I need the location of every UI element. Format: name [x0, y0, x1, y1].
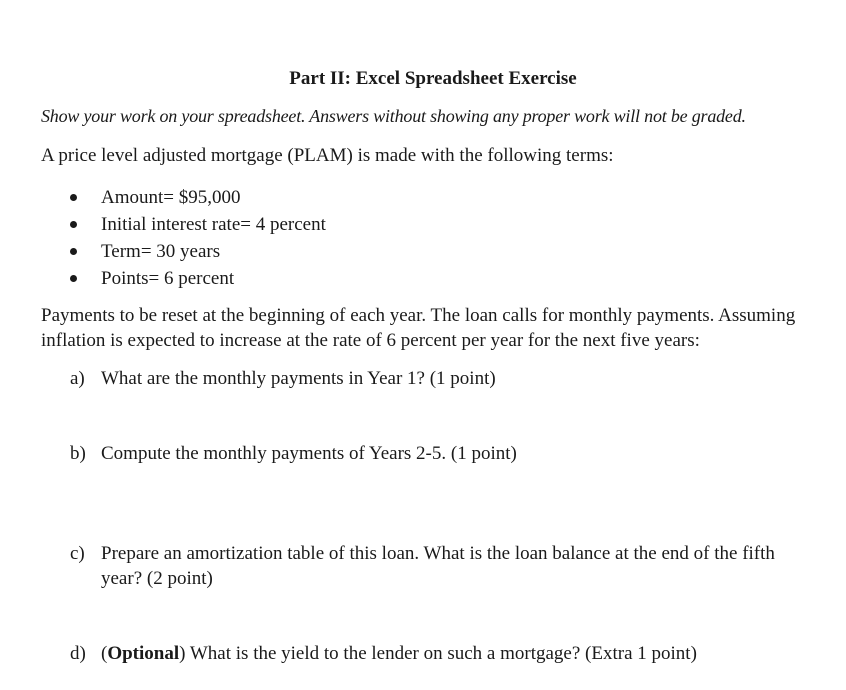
term-length: Term= 30 years [101, 241, 221, 262]
terms-list-item [70, 238, 326, 265]
question-a [70, 366, 810, 391]
question-letter: c) [70, 543, 85, 564]
question-c [70, 541, 810, 591]
question-d [70, 641, 810, 666]
term-points: Points= 6 percent [101, 268, 235, 289]
terms-list-item [70, 211, 326, 238]
question-letter: b) [70, 443, 86, 464]
intro-text: A price level adjusted mortgage (PLAM) is made with the following terms: [41, 145, 614, 166]
context-paragraph: Payments to be reset at the beginning of each year. The loan calls for monthly payments. Assuming inflation is expected to increase at the rate of 6 percent per year for the next five years: [41, 305, 796, 351]
bullet-icon [70, 221, 77, 228]
question-text: What are the monthly payments in Year 1? (1 point) [101, 368, 496, 389]
question-text [101, 641, 810, 666]
bullet-icon [70, 248, 77, 255]
question-letter: d) [70, 643, 86, 664]
terms-list [70, 184, 326, 292]
page-title: Part II: Excel Spreadsheet Exercise [289, 68, 577, 89]
instruction-text: Show your work on your spreadsheet. Answers without showing any proper work will not be graded. [41, 106, 746, 126]
term-amount: Amount= $95,000 [101, 187, 241, 208]
bullet-icon [70, 194, 77, 201]
question-letter: a) [70, 368, 85, 389]
terms-list-item [70, 265, 326, 292]
term-interest-rate: Initial interest rate= 4 percent [101, 214, 326, 235]
optional-label: Optional [107, 643, 180, 664]
question-text: Prepare an amortization table of this loan. What is the loan balance at the end of the fifth year? (2 point) [101, 543, 775, 589]
bullet-icon [70, 275, 77, 282]
question-text: Compute the monthly payments of Years 2-5. (1 point) [101, 443, 517, 464]
open-paren: ( [101, 643, 108, 664]
question-b [70, 441, 810, 466]
terms-list-item [70, 184, 326, 211]
question-rest: ) What is the yield to the lender on such a mortgage? (Extra 1 point) [179, 643, 697, 664]
